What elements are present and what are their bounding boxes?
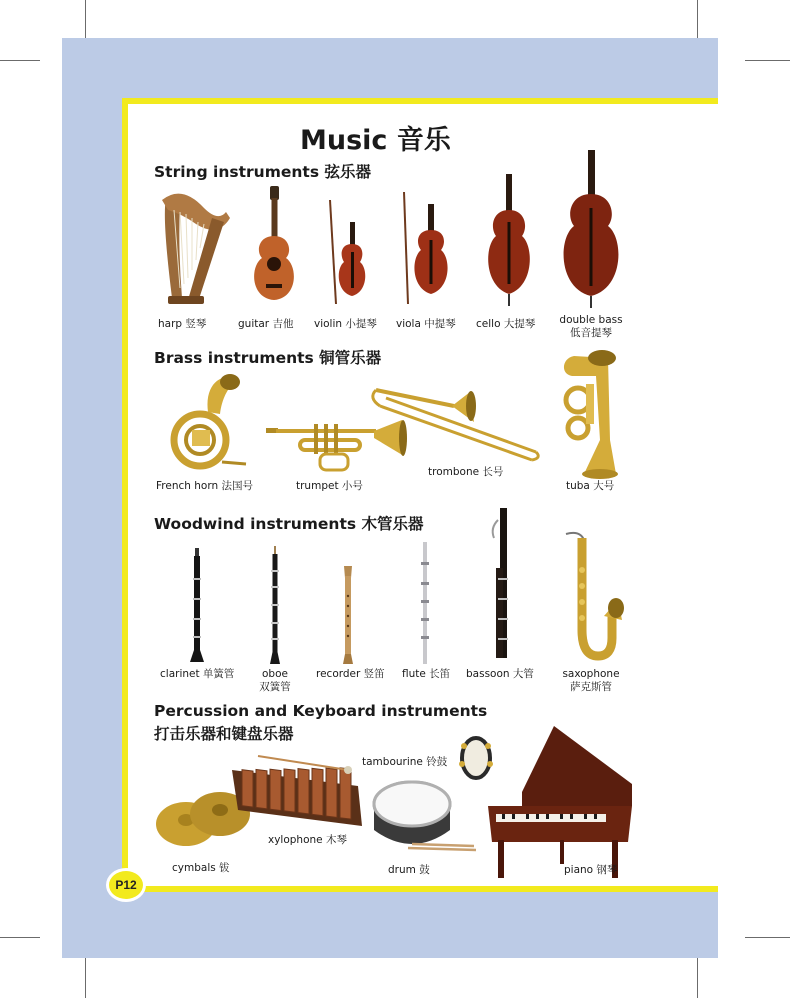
label-double-bass: double bass 低音提琴 — [559, 314, 623, 339]
crop-mark — [85, 0, 86, 40]
oboe-icon — [268, 546, 282, 666]
french-horn-icon — [164, 372, 254, 476]
crop-mark — [745, 937, 790, 938]
xylophone-icon — [228, 746, 368, 830]
label-xylophone: xylophone 木琴 — [268, 834, 347, 846]
flute-icon — [418, 542, 432, 666]
label-flute: flute 长笛 — [402, 668, 451, 680]
double-bass-icon — [556, 150, 626, 310]
page-title: Music 音乐 — [300, 125, 451, 156]
label-saxophone: saxophone 萨克斯管 — [562, 668, 620, 693]
label-oboe: oboe 双簧管 — [259, 668, 291, 693]
crop-mark — [85, 955, 86, 998]
crop-mark — [697, 0, 698, 40]
label-cello: cello 大提琴 — [476, 318, 536, 330]
recorder-icon — [341, 566, 355, 666]
viola-icon — [394, 192, 458, 306]
section-heading-brass: Brass instruments 铜管乐器 — [154, 349, 382, 367]
label-tambourine: tambourine 铃鼓 — [362, 756, 448, 768]
label-piano: piano 钢琴 — [564, 864, 618, 876]
violin-icon — [320, 200, 380, 306]
label-french-horn: French horn 法国号 — [156, 480, 253, 492]
crop-mark — [0, 937, 40, 938]
section-heading-percussion-cn: 打击乐器和键盘乐器 — [154, 725, 294, 743]
bassoon-icon — [488, 508, 518, 666]
label-trumpet: trumpet 小号 — [296, 480, 363, 492]
page-number-badge: P12 — [106, 868, 146, 902]
drum-icon — [368, 778, 480, 858]
section-heading-woodwind: Woodwind instruments 木管乐器 — [154, 515, 424, 533]
label-tuba: tuba 大号 — [566, 480, 615, 492]
label-violin: violin 小提琴 — [314, 318, 377, 330]
harp-icon — [152, 188, 234, 308]
label-harp: harp 竖琴 — [158, 318, 207, 330]
cello-icon — [482, 174, 538, 308]
section-heading-percussion: Percussion and Keyboard instruments — [154, 702, 488, 720]
guitar-icon — [244, 186, 304, 306]
label-recorder: recorder 竖笛 — [316, 668, 385, 680]
crop-mark — [0, 60, 40, 61]
label-bassoon: bassoon 大管 — [466, 668, 534, 680]
tuba-icon — [556, 344, 624, 480]
crop-mark — [697, 955, 698, 998]
crop-mark — [745, 60, 790, 61]
piano-icon — [482, 722, 634, 882]
label-viola: viola 中提琴 — [396, 318, 456, 330]
label-cymbals: cymbals 钹 — [172, 862, 230, 874]
label-clarinet: clarinet 单簧管 — [160, 668, 235, 680]
trombone-icon — [366, 382, 542, 464]
clarinet-icon — [190, 548, 204, 664]
label-guitar: guitar 吉他 — [238, 318, 294, 330]
label-drum: drum 鼓 — [388, 864, 430, 876]
label-trombone: trombone 长号 — [428, 466, 504, 478]
section-heading-string: String instruments 弦乐器 — [154, 163, 371, 181]
saxophone-icon — [562, 530, 622, 664]
